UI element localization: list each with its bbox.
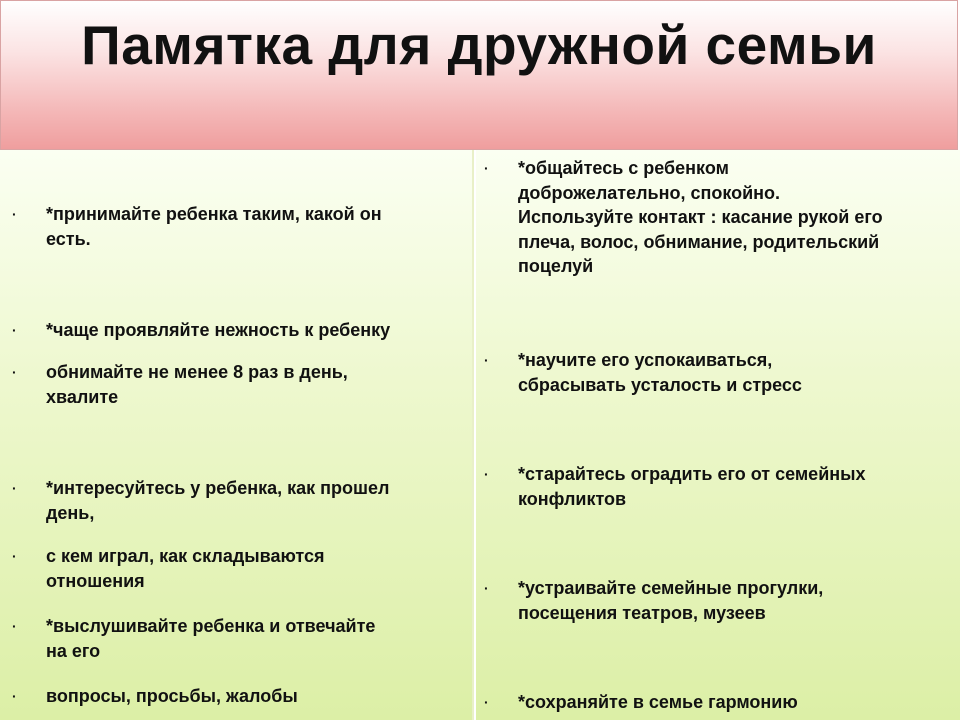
bullet-icon: ·: [12, 688, 17, 704]
left-item-text: день,: [46, 502, 95, 523]
right-item-text: посещения театров, музеев: [518, 602, 766, 623]
left-item-text: обнимайте не менее 8 раз в день,: [46, 362, 348, 382]
bullet-icon: ·: [484, 352, 489, 368]
bullet-icon: ·: [484, 160, 489, 176]
right-item-text: *сохраняйте в семье гармонию: [518, 692, 798, 712]
right-item-text: *устраивайте семейные прогулки,: [518, 578, 824, 598]
bullet-icon: ·: [12, 206, 17, 222]
left-item-text: есть.: [46, 228, 91, 249]
right-item-text: сбрасывать усталость и стресс: [518, 374, 802, 395]
right-item-text: Используйте контакт : касание рукой его: [518, 207, 883, 227]
left-column: [0, 150, 474, 720]
right-item-text: плеча, волос, обнимание, родительский: [518, 231, 880, 252]
left-item-text: *интересуйтесь у ребенка, как прошел: [46, 478, 390, 498]
bullet-icon: ·: [12, 480, 17, 496]
left-item-text: *принимайте ребенка таким, какой он: [46, 204, 382, 224]
right-item-text: *старайтесь оградить его от семейных: [518, 464, 866, 484]
bullet-icon: ·: [12, 618, 17, 634]
left-item-text: отношения: [46, 570, 145, 591]
bullet-icon: ·: [12, 364, 17, 380]
bullet-icon: ·: [484, 466, 489, 482]
right-item-text: поцелуй: [518, 256, 594, 276]
right-column: [476, 150, 960, 720]
left-item-text: *выслушивайте ребенка и отвечайте: [46, 616, 376, 636]
right-item-text: *общайтесь с ребенком: [518, 158, 729, 178]
right-item-text: *научите его успокаиваться,: [518, 350, 773, 370]
bullet-icon: ·: [484, 694, 489, 710]
left-item-text: вопросы, просьбы, жалобы: [46, 686, 298, 706]
bullet-icon: ·: [12, 322, 17, 338]
page-title: Памятка для дружной семьи: [81, 14, 877, 76]
right-item-text: доброжелательно, спокойно.: [518, 182, 781, 203]
left-item-text: *чаще проявляйте нежность к ребенку: [46, 320, 391, 340]
bullet-icon: ·: [484, 580, 489, 596]
bullet-icon: ·: [12, 548, 17, 564]
title-banner: [0, 0, 958, 150]
right-item-text: конфликтов: [518, 488, 627, 509]
left-item-text: на его: [46, 640, 101, 661]
left-item-text: с кем играл, как складываются: [46, 546, 325, 566]
left-item-text: хвалите: [46, 386, 119, 407]
